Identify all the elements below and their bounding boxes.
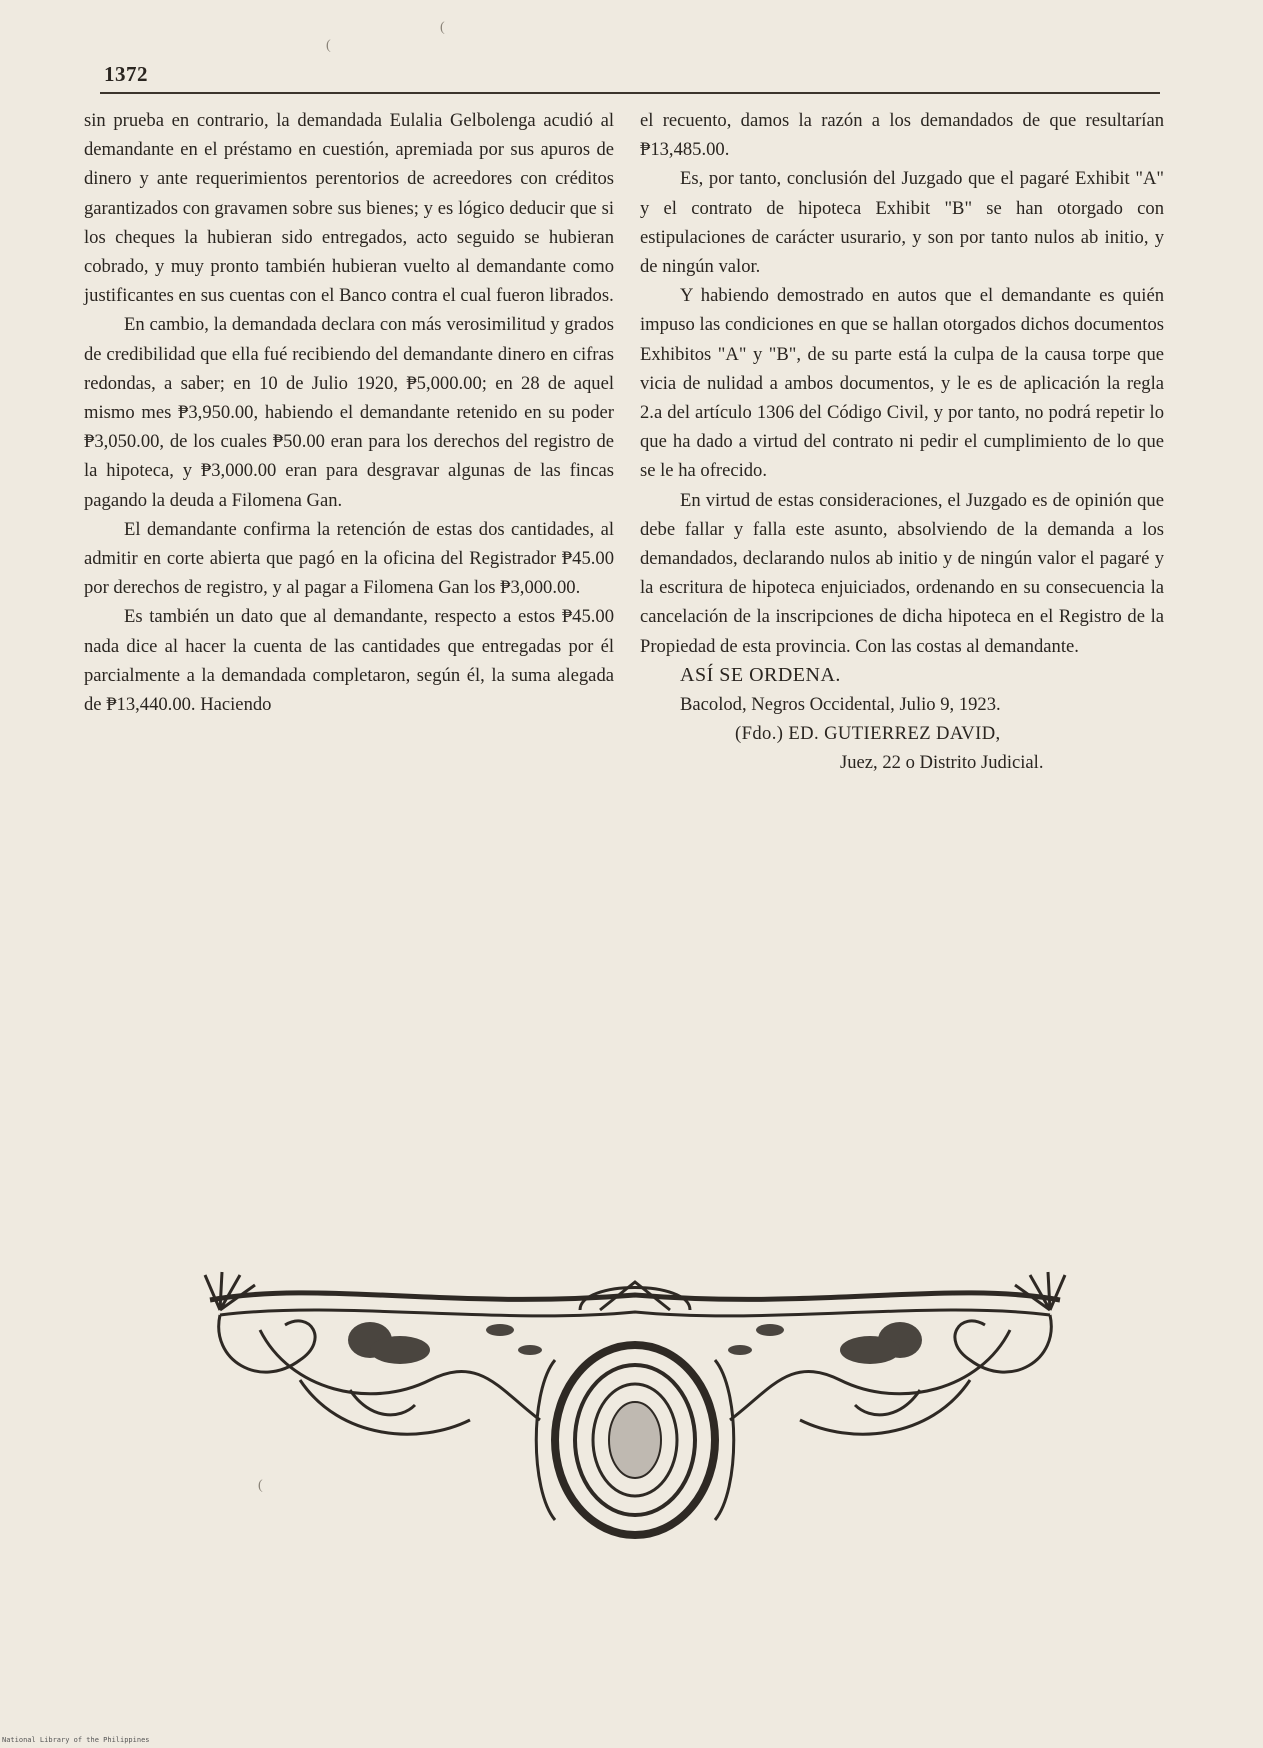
closing-judge-title: Juez, 22 o Distrito Judicial. xyxy=(840,752,1044,774)
stray-mark: ( xyxy=(326,38,331,53)
left-paragraph-1: sin prueba en contrario, la demandada Eulalia Gelbolenga acudió al demandante en el préstamo en cuestión, apremiada por sus apuros de dinero y ante requerimientos perentorios de acreedores con créditos garantizados con gravamen sobre sus bienes; y es lógico deducir que si los cheques la hubieran sido entregados, acto seguido se hubieran cobrado, y muy pronto también hubieran vuelto al demandante como justificantes en sus cuentas con el Banco contra el cual fueron librados. xyxy=(84,110,614,307)
header-rule xyxy=(100,92,1160,94)
right-paragraph-2: Es, por tanto, conclusión del Juzgado que el pagaré Exhibit "A" y el contrato de hipoteca Exhibit "B" se han otorgado con estipulaciones de carácter usurario, y son por tanto nulos ab initio, y de ningún valor. xyxy=(640,168,1164,278)
right-paragraph-1: el recuento, damos la razón a los demandados de que resultarían ₱13,485.00. xyxy=(640,110,1164,161)
closing-place-date: Bacolod, Negros Occidental, Julio 9, 1923. xyxy=(680,694,1001,716)
footer-credit: National Library of the Philippines xyxy=(2,1736,150,1744)
page-number: 1372 xyxy=(104,62,148,86)
stray-mark: ( xyxy=(258,1478,263,1493)
left-paragraph-4: Es también un dato que al demandante, respecto a estos ₱45.00 nada dice al hacer la cuenta de las cantidades que entregadas por él parcialmente a la demandada completaron, según él, la suma alegada de ₱13,440.00. Haciendo xyxy=(84,606,614,716)
ornament-icon xyxy=(200,1270,1070,1540)
closing-order: ASÍ SE ORDENA. xyxy=(680,663,841,686)
left-paragraph-2: En cambio, la demandada declara con más verosimilitud y grados de credibilidad que ella fué recibiendo del demandante dinero en cifras redondas, a saber; en 10 de Julio 1920, ₱5,000.00; en 28 de aquel mismo mes ₱3,950.00, habiendo el demandante retenido en su poder ₱3,050.00, de los cuales ₱50.00 eran para los derechos del registro de la hipoteca, y ₱3,000.00 eran para desgravar algunas de las fincas pagando la deuda a Filomena Gan. xyxy=(84,314,614,511)
right-paragraph-3: Y habiendo demostrado en autos que el demandante es quién impuso las condiciones en que se hallan otorgados dichos documentos Exhibitos "A" y "B", de su parte está la culpa de la causa torpe que vicia de nulidad a ambos documentos, y le es de aplicación la regla 2.a del artículo 1306 del Código Civil, y por tanto, no podrá repetir lo que ha dado a virtud del contrato ni pedir el cumplimiento de lo que se le ha ofrecido. xyxy=(640,285,1164,482)
right-paragraph-4: En virtud de estas consideraciones, el Juzgado es de opinión que debe fallar y falla este asunto, absolviendo de la demanda a los demandados, declarando nulos ab initio y de ningún valor el pagaré y la escritura de hipoteca enjuiciados, ordenando en su consecuencia la cancelación de la inscripciones de dicha hipoteca en el Registro de la Propiedad de esta provincia. Con las costas al demandante. xyxy=(640,489,1164,657)
stray-mark: ( xyxy=(440,20,445,35)
left-column xyxy=(84,106,614,719)
closing-signature: (Fdo.) ED. GUTIERREZ DAVID, xyxy=(735,723,1001,745)
left-paragraph-3: El demandante confirma la retención de estas dos cantidades, al admitir en corte abierta que pagó en la oficina del Registrador ₱45.00 por derechos de registro, y al pagar a Filomena Gan los ₱3,000.00. xyxy=(84,518,614,599)
right-column xyxy=(640,106,1164,778)
